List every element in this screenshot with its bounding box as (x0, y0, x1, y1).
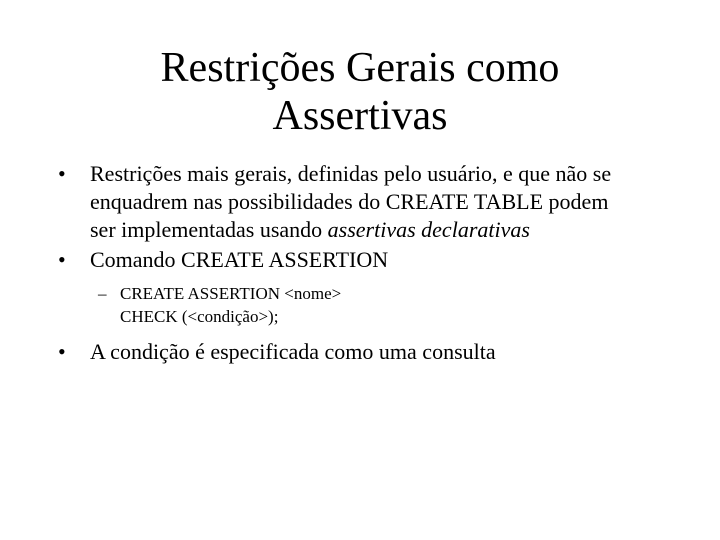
sub-bullet-text-line: CHECK (<condição>); (120, 307, 279, 326)
sub-bullet-text-line: CREATE ASSERTION <nome> (120, 284, 342, 303)
title-line-1: Restrições Gerais como (160, 45, 560, 91)
bullet-text-line: Restrições mais gerais, definidas pelo usuário, e que não se (90, 161, 612, 186)
bullet-create-assertion (58, 246, 678, 274)
bullet-general-restrictions (58, 160, 678, 244)
slide-title (108, 44, 612, 140)
bullet-text-line: A condição é especificada como uma consulta (90, 339, 496, 364)
bullet-text-line: Comando CREATE ASSERTION (90, 247, 389, 272)
sub-bullet-syntax (58, 282, 678, 328)
slide-body (58, 160, 678, 368)
sub-bullet-marker: – (98, 284, 107, 303)
bullet-condition-query (58, 338, 678, 366)
bullet-text-emphasis: assertivas declarativas (327, 217, 530, 242)
bullet-marker: • (58, 161, 66, 186)
bullet-text-line: enquadrem nas possibilidades do CREATE TABLE podem (90, 189, 609, 214)
bullet-text-plain: ser implementadas usando (90, 217, 328, 242)
bullet-text-line (90, 216, 678, 244)
bullet-marker: • (58, 247, 66, 272)
bullet-marker: • (58, 339, 66, 364)
title-line-2: Assertivas (272, 93, 448, 139)
